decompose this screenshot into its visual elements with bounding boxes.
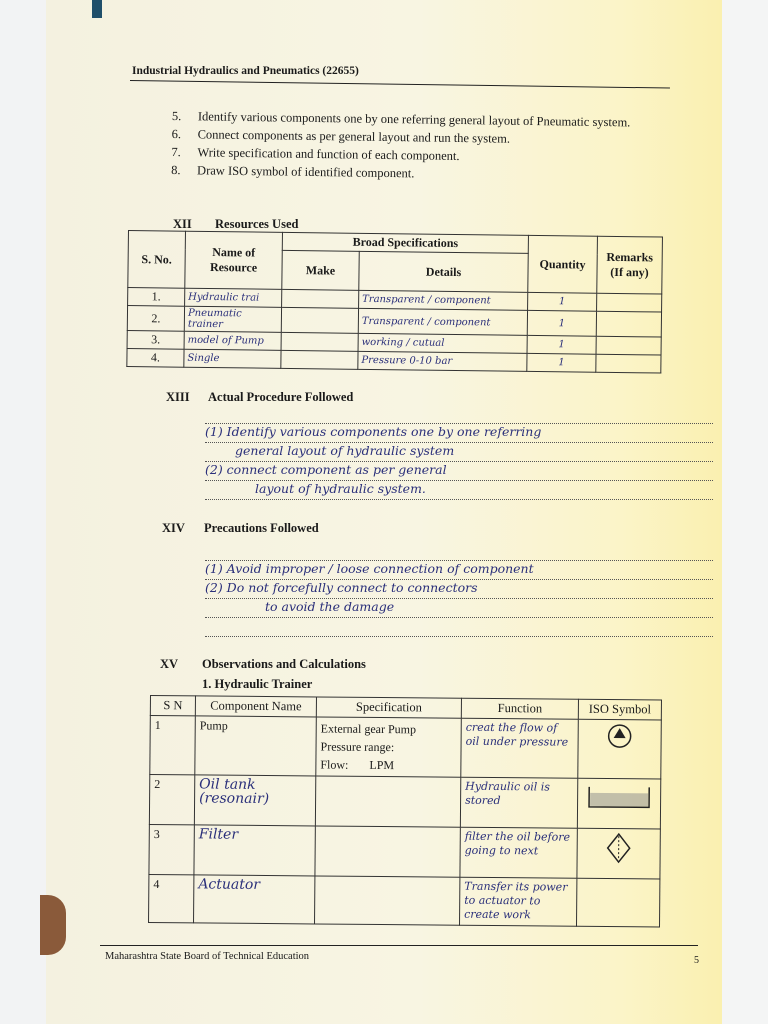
step-item: 8. Draw ISO symbol of identified component.	[171, 162, 415, 181]
col-remarks: Remarks (If any)	[597, 236, 663, 294]
table-row: 3. model of Pump working / cutual 1	[127, 330, 661, 355]
page-number: 5	[694, 955, 699, 966]
col-make: Make	[282, 250, 359, 290]
section-precautions-heading: XIV Precautions Followed	[162, 521, 319, 535]
table-row: 4. Single Pressure 0-10 bar 1	[127, 348, 661, 373]
observations-subtitle: 1. Hydraulic Trainer	[202, 677, 313, 691]
table-row: 2. Pneumatic trainer Transparent / component 1	[127, 306, 661, 338]
step-item: 7. Write specification and function of each component.	[171, 144, 460, 164]
col-component: Component Name	[195, 696, 316, 717]
table-row: 4 Actuator Transfer its power to actuator to create work	[149, 874, 660, 926]
step-item: 6. Connect components as per general layout and run the system.	[171, 126, 511, 146]
step-item: 5. Identify various components one by one referring general layout of Pneumatic system.	[171, 108, 631, 130]
section-resources-heading: XII Resources Used	[173, 217, 299, 231]
section-procedure-heading: XIII Actual Procedure Followed	[166, 390, 354, 404]
col-spec: Specification	[316, 697, 461, 718]
footer-rule	[100, 945, 698, 946]
procedure-lines: (1) Identify various components one by one referring general layout of hydraulic system (2) connect component as per general layout of hydraulic system.	[205, 405, 713, 500]
col-sn: S N	[150, 696, 195, 716]
table-row: 1. Hydraulic trai Transparent / component 1	[128, 288, 662, 313]
col-broad: Broad Specifications	[282, 232, 528, 253]
scan-corner	[92, 0, 102, 18]
col-qty: Quantity	[528, 235, 598, 293]
section-observations-heading: XV Observations and Calculations	[160, 657, 366, 671]
col-function: Function	[461, 698, 578, 719]
filter-symbol-icon	[604, 831, 634, 865]
precautions-lines: (1) Avoid improper / loose connection of component (2) Do not forcefully connect to connectors to avoid the damage	[205, 542, 713, 637]
scan-right-margin	[722, 0, 768, 1024]
table-row: 2 Oil tank (resonair) Hydraulic oil is stored	[149, 775, 660, 829]
tank-symbol-icon	[585, 781, 653, 812]
col-details: Details	[359, 251, 528, 292]
steps-list	[171, 107, 672, 186]
table-row: 1 Pump External gear Pump Pressure range: Flow: LPM creat the flow of oil under pressure	[150, 716, 661, 779]
col-sno: S. No.	[128, 231, 186, 289]
pump-symbol-icon	[606, 722, 634, 750]
col-iso: ISO Symbol	[578, 699, 661, 720]
thumb-in-scan	[40, 895, 66, 955]
observations-table	[148, 695, 662, 927]
col-name: Name of Resource	[185, 231, 283, 289]
footer-board: Maharashtra State Board of Technical Education	[105, 951, 310, 962]
scan-left-margin	[0, 0, 46, 1024]
resources-table	[126, 230, 663, 374]
table-row: 3 Filter filter the oil before going to next	[149, 824, 660, 878]
header-title: Industrial Hydraulics and Pneumatics (22655)	[132, 65, 359, 77]
